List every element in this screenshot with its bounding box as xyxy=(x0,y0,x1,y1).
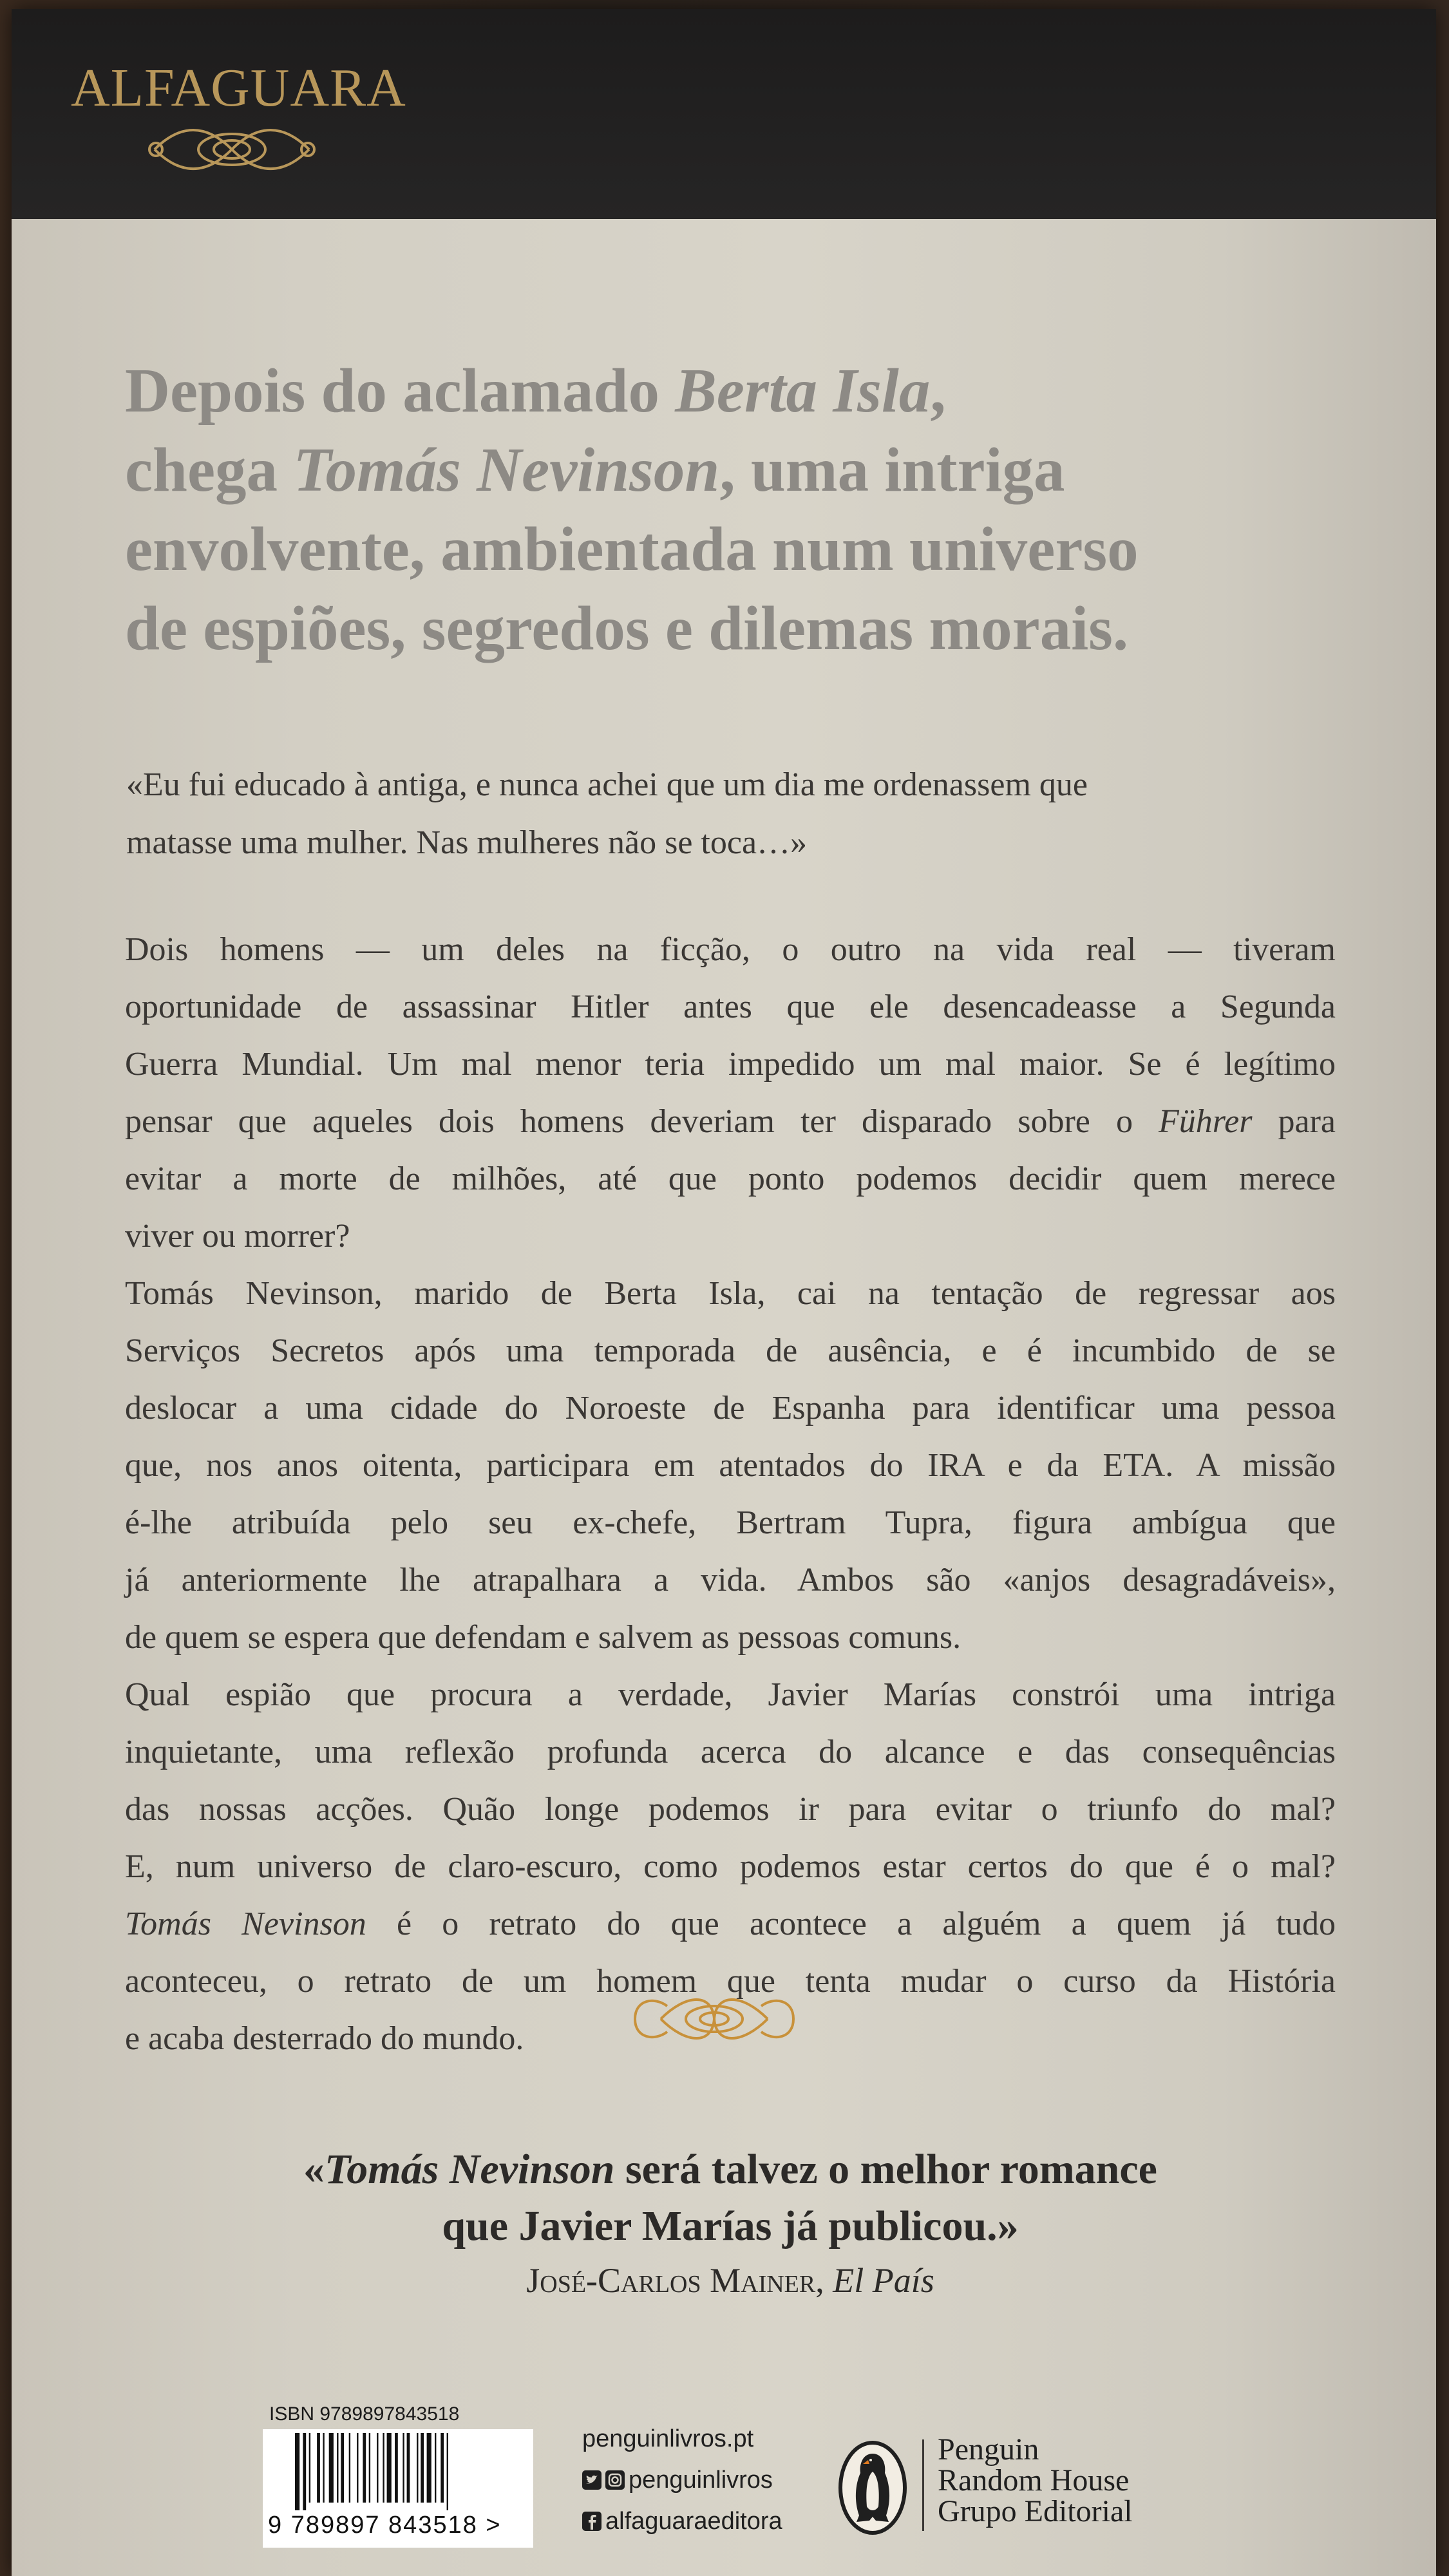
publisher-logo xyxy=(71,52,419,180)
synopsis-line: das nossas acções. Quão longe podemos ir para evitar o triunfo do mal? xyxy=(125,1791,1336,1828)
quote-line: «Eu fui educado à antiga, e nunca achei que um dia me ordenassem que xyxy=(126,766,1088,803)
barcode-bar xyxy=(395,2433,398,2503)
review-line: «Tomás Nevinson será talvez o melhor romance xyxy=(303,2146,1157,2193)
synopsis-line: Guerra Mundial. Um mal menor teria impedido um mal maior. Se é legítimo xyxy=(125,1046,1336,1083)
synopsis-line: Dois homens — um deles na ficção, o outro na vida real — tiveram xyxy=(125,931,1336,968)
barcode-bar xyxy=(369,2433,370,2503)
twitter-icon xyxy=(582,2470,601,2490)
synopsis-line: deslocar a uma cidade do Noroeste de Espanha para identificar uma pessoa xyxy=(125,1390,1336,1426)
barcode-bar xyxy=(421,2433,424,2503)
barcode xyxy=(263,2429,533,2548)
barcode-bar xyxy=(323,2433,324,2503)
barcode-bar xyxy=(435,2433,436,2503)
social-link-facebook[interactable]: alfaguaraeditora xyxy=(582,2501,782,2542)
synopsis-line: Qual espião que procura a verdade, Javier Marías constrói uma intriga xyxy=(125,1676,1336,1713)
publisher-links xyxy=(582,2418,782,2542)
imprint-divider xyxy=(922,2439,924,2531)
barcode-bar xyxy=(357,2433,358,2503)
barcode-bar xyxy=(377,2433,378,2503)
barcode-bar xyxy=(337,2433,338,2503)
barcode-bar xyxy=(427,2433,431,2503)
synopsis-line: Serviços Secretos após uma temporada de ausência, e é incumbido de se xyxy=(125,1332,1336,1369)
synopsis-line: Tomás Nevinson é o retrato do que acontece a alguém a quem já tudo xyxy=(125,1906,1336,1942)
synopsis-line: aconteceu, o retrato de um homem que tenta mudar o curso da História xyxy=(125,1963,1336,2000)
headline-line: de espiões, segredos e dilemas morais. xyxy=(125,594,1129,663)
synopsis xyxy=(125,921,1336,2067)
website-link[interactable]: penguinlivros.pt xyxy=(582,2425,754,2452)
barcode-bar xyxy=(440,2433,444,2503)
barcode-digits: 9 789897 843518 > xyxy=(268,2512,502,2539)
review-line: que Javier Marías já publicou.» xyxy=(442,2202,1019,2249)
instagram-icon xyxy=(605,2470,625,2490)
headline-line: chega Tomás Nevinson, uma intriga xyxy=(125,435,1065,504)
barcode-bar xyxy=(349,2433,350,2503)
synopsis-line: é-lhe atribuída pelo seu ex-chefe, Bertram Tupra, figura ambígua que xyxy=(125,1504,1336,1541)
top-band xyxy=(12,9,1436,219)
barcode-bar xyxy=(363,2433,366,2503)
press-review xyxy=(125,2141,1336,2305)
synopsis-line: que, nos anos oitenta, participara em atentados do IRA e da ETA. A missão xyxy=(125,1447,1336,1484)
epigraph-quote xyxy=(126,756,1337,872)
review-attribution: José-Carlos Mainer, El País xyxy=(526,2261,934,2300)
content-panel xyxy=(12,219,1436,2576)
barcode-bar xyxy=(341,2433,344,2503)
facebook-icon xyxy=(582,2512,601,2531)
social-link-twitter-instagram[interactable]: penguinlivros xyxy=(582,2459,782,2501)
headline-line: envolvente, ambientada num universo xyxy=(125,515,1139,583)
isbn-label: ISBN 9789897843518 xyxy=(269,2403,460,2425)
publisher-name: ALFAGUARA xyxy=(71,58,406,118)
ornament-icon xyxy=(622,1984,806,2054)
headline xyxy=(125,351,1349,668)
flourish-icon xyxy=(142,121,322,176)
barcode-bar xyxy=(317,2433,320,2503)
synopsis-line: pensar que aqueles dois homens deveriam ter disparado sobre o Führer para xyxy=(125,1103,1336,1140)
imprint-name: Penguin Random House Grupo Editorial xyxy=(938,2432,1133,2528)
synopsis-line: oportunidade de assassinar Hitler antes que ele desencadeasse a Segunda xyxy=(125,989,1336,1025)
book-back-cover xyxy=(12,9,1436,2576)
barcode-icon xyxy=(295,2433,507,2510)
barcode-bar xyxy=(303,2433,306,2510)
barcode-bar xyxy=(329,2433,334,2503)
synopsis-line: já anteriormente lhe atrapalhara a vida. Ambos são «anjos desagradáveis», xyxy=(125,1562,1336,1598)
synopsis-line: E, num universo de claro-escuro, como podemos estar certos do que é o mal? xyxy=(125,1848,1336,1885)
barcode-bar xyxy=(387,2433,392,2503)
synopsis-line: de quem se espera que defendam e salvem as pessoas comuns. xyxy=(125,1619,961,1656)
barcode-bar xyxy=(383,2433,384,2503)
synopsis-line: viver ou morrer? xyxy=(125,1218,350,1255)
quote-line: matasse uma mulher. Nas mulheres não se toca…» xyxy=(126,824,808,861)
barcode-bar xyxy=(402,2433,404,2503)
barcode-bar xyxy=(417,2433,418,2503)
synopsis-line: evitar a morte de milhões, até que ponto podemos decidir quem merece xyxy=(125,1160,1336,1197)
barcode-bar xyxy=(407,2433,410,2503)
barcode-bar xyxy=(295,2433,299,2510)
synopsis-line: e acaba desterrado do mundo. xyxy=(125,2020,524,2057)
barcode-bar xyxy=(447,2433,448,2510)
headline-line: Depois do aclamado Berta Isla, xyxy=(125,356,946,425)
penguin-logo-icon xyxy=(837,2439,908,2536)
barcode-bar xyxy=(309,2433,310,2503)
synopsis-line: Tomás Nevinson, marido de Berta Isla, cai na tentação de regressar aos xyxy=(125,1275,1336,1312)
synopsis-line: inquietante, uma reflexão profunda acerca do alcance e das consequências xyxy=(125,1734,1336,1770)
